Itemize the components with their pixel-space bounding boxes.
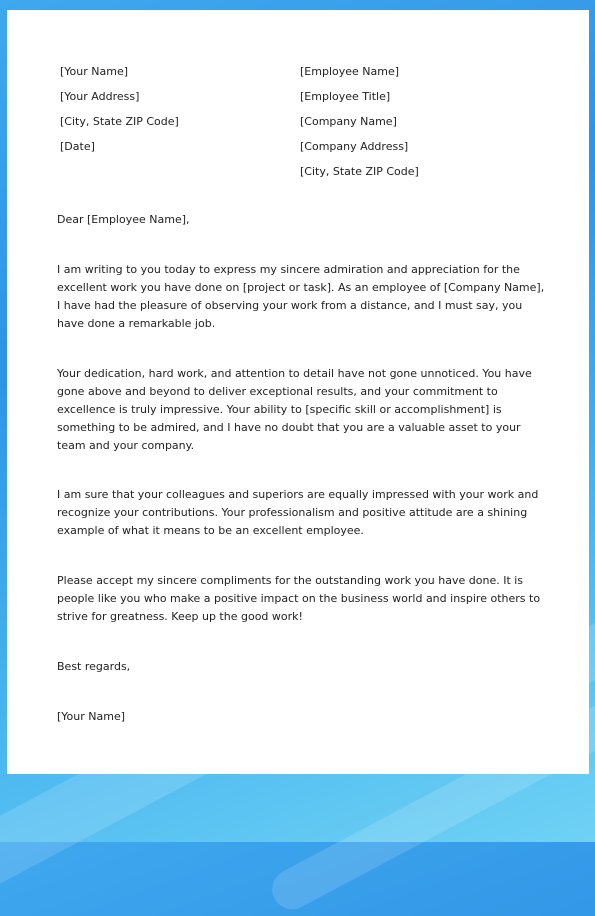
recipient-name: [Employee Name] xyxy=(300,65,400,78)
recipient-title: [Employee Title] xyxy=(300,90,391,103)
paragraph-1: I am writing to you today to express my sincere admiration and appreciation for the excellent work you have done on [project or task]. As an employee of [Company Name], I have had the pleasure of observing your work from a distance, and I must say, you have done a remarkable job. xyxy=(57,263,545,330)
paragraph-4: Please accept my sincere compliments for the outstanding work you have done. It is people like you who make a positive impact on the business world and inspire others to strive for greatness. Keep up the good work! xyxy=(57,574,541,623)
sender-date: [Date] xyxy=(60,140,95,153)
sender-address: [Your Address] xyxy=(60,90,140,103)
recipient-company: [Company Name] xyxy=(300,115,397,128)
recipient-address: [Company Address] xyxy=(300,140,409,153)
paragraph-2: Your dedication, hard work, and attention to detail have not gone unnoticed. You have gone above and beyond to deliver exceptional results, and your commitment to excellence is truly impressive. Your ability to [specific skill or accomplishment] is something to be admired, and I have no doubt that you are a valuable asset to your team and your company. xyxy=(57,367,532,452)
sender-address-block xyxy=(60,59,179,159)
signature: [Your Name] xyxy=(57,710,126,723)
sender-city: [City, State ZIP Code] xyxy=(60,115,179,128)
sender-name: [Your Name] xyxy=(60,65,129,78)
recipient-city: [City, State ZIP Code] xyxy=(300,165,419,178)
paragraph-3: I am sure that your colleagues and superiors are equally impressed with your work and recognize your contributions. Your professionalism and positive attitude are a shining example of what it means to be an excellent employee. xyxy=(57,488,539,537)
closing: Best regards, xyxy=(57,660,131,673)
recipient-address-block xyxy=(300,59,419,184)
letter-page xyxy=(7,10,589,774)
salutation: Dear [Employee Name], xyxy=(57,213,190,226)
